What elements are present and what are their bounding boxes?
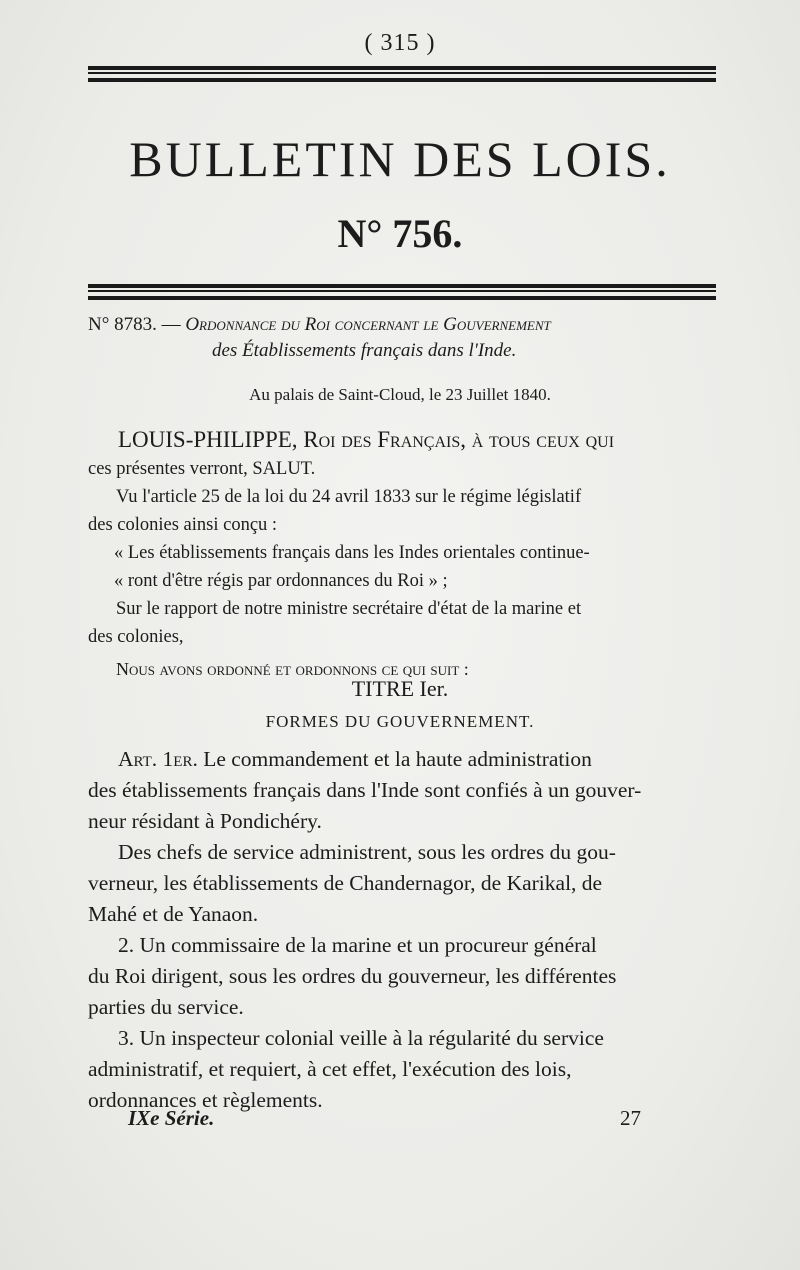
preamble-line1 [88,424,718,455]
sheet-number: 27 [620,1106,641,1130]
article-1-line1: Art. 1er. Le commandement et la haute administration [118,747,592,771]
preamble-line4: des colonies ainsi conçu : [88,515,278,535]
article-2-line2: du Roi dirigent, sous les ordres du gouverneur, les différentes [88,964,617,988]
preamble-line3: Vu l'article 25 de la loi du 24 avril 1833 sur le régime législatif [116,487,582,507]
preamble-quote-line1: « Les établissements français dans les Indes orientales continue- [114,543,590,563]
article-3-line2: administratif, et requiert, à cet effet, l'exécution des lois, [88,1057,572,1081]
date-line: Au palais de Saint-Cloud, le 23 Juillet 1840. [249,385,551,404]
titre-heading: TITRE Ier. [351,676,449,701]
page-number: ( 315 ) [364,30,436,56]
enacting-clause: Nous avons ordonné et ordonnons ce qui suit : [116,659,469,679]
article-3-line3: ordonnances et règlements. [88,1088,323,1112]
preamble-quote-line2: « ront d'être régis par ordonnances du Roi » ; [114,571,448,591]
article-1-line2: des établissements français dans l'Inde sont confiés à un gouver- [88,778,642,802]
article-2-line1: 2. Un commissaire de la marine et un procureur général [118,933,597,957]
issue-number: N° 756. [337,211,463,256]
article-1-label: Art. 1er. [118,747,198,771]
ordinance-title-line2: des Établissements français dans l'Inde. [212,340,517,361]
articles [88,744,718,1116]
article-3-line1: 3. Un inspecteur colonial veille à la régularité du service [118,1026,604,1050]
titre-subtitle: FORMES DU GOUVERNEMENT. [265,712,535,731]
article-1b-line3: Mahé et de Yanaon. [88,902,259,926]
ordinance-title-line1: Ordonnance du Roi concernant le Gouvernement [185,314,551,335]
bottom-double-rule [88,284,716,300]
article-1b-line2: verneur, les établissements de Chandernagor, de Karikal, de [88,871,603,895]
top-double-rule [88,66,716,82]
series-signature: IXe Série. [128,1106,215,1130]
king-name: LOUIS-PHILIPPE, [118,427,298,452]
preamble-line2: ces présentes verront, SALUT. [88,459,316,479]
king-title: Roi des Français, à tous ceux qui [303,427,615,452]
article-2-line3: parties du service. [88,995,244,1019]
preamble-line7: Sur le rapport de notre ministre secrétaire d'état de la marine et [116,599,582,619]
preamble [88,424,718,687]
ordinance-heading-line1 [88,314,551,336]
preamble-line8: des colonies, [88,627,184,647]
article-1b-line1: Des chefs de service administrent, sous les ordres du gou- [118,840,616,864]
article-1-line3: neur résidant à Pondichéry. [88,809,322,833]
bulletin-title: BULLETIN DES LOIS. [129,131,671,187]
ordinance-number: N° 8783. — [88,314,181,335]
